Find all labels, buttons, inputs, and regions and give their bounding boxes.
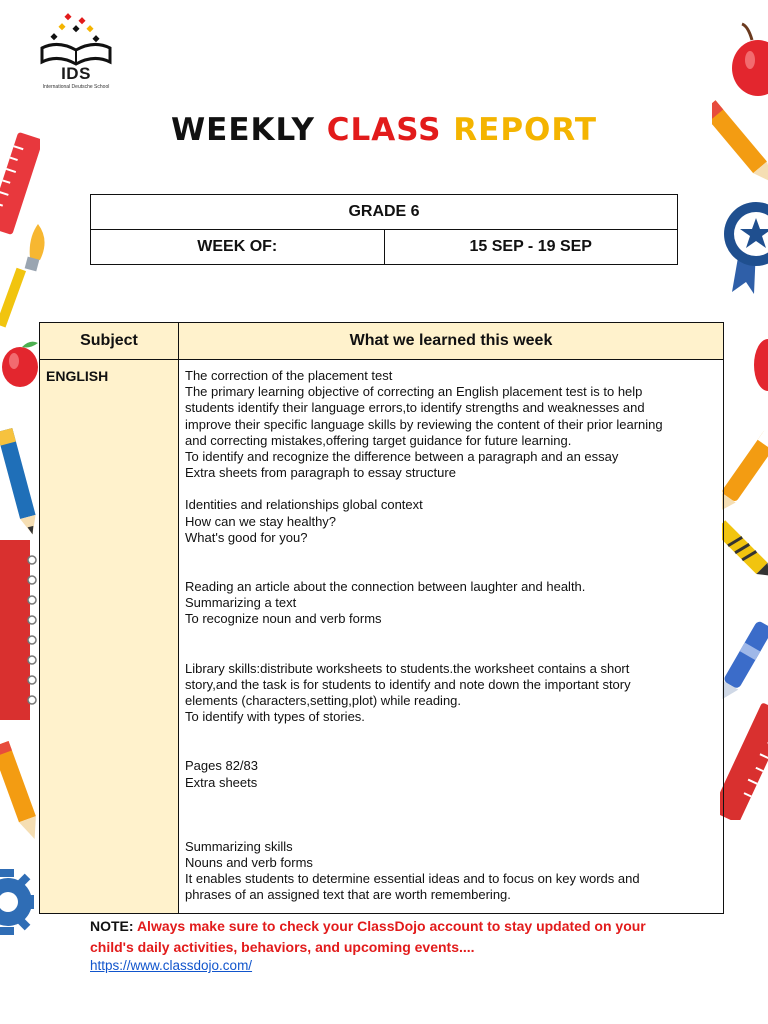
paintbrush-icon: [0, 220, 50, 330]
classdojo-link[interactable]: https://www.classdojo.com/: [90, 958, 253, 973]
content-line: It enables students to determine essential ideas and to focus on key words and: [185, 871, 640, 887]
grade-cell: GRADE 6: [91, 195, 678, 230]
title-report: REPORT: [453, 112, 598, 148]
subject-cell: ENGLISH: [40, 360, 179, 914]
title-weekly: WEEKLY: [170, 112, 315, 148]
content-cell: [179, 360, 724, 914]
content-line: Nouns and verb forms: [185, 855, 313, 871]
apple-icon: [728, 20, 768, 100]
gear-icon: [0, 855, 35, 950]
content-line: How can we stay healthy?: [185, 513, 337, 529]
pencil-icon: [0, 735, 40, 845]
content-line: elements (characters,setting,plot) while reading.: [185, 693, 462, 709]
learning-table: [39, 322, 724, 914]
content-line: Extra sheets from paragraph to essay structure: [185, 465, 456, 481]
pen-icon: [722, 615, 768, 705]
pencil-icon: [722, 515, 768, 585]
content-line: The correction of the placement test: [185, 368, 393, 383]
content-line: improve their specific language skills by reviewing the content of their prior learning: [185, 416, 663, 432]
ruler-icon: [720, 700, 768, 820]
content-line: Pages 82/83: [185, 758, 259, 774]
content-line: Reading an article about the connection between laughter and health.: [185, 579, 586, 595]
content-line: To identify and recognize the difference between a paragraph and an essay: [185, 449, 619, 465]
header-learned: What we learned this week: [179, 323, 724, 360]
table-row: [40, 360, 724, 914]
header-subject: Subject: [40, 323, 179, 360]
grade-table: [90, 194, 678, 265]
content-line: students identify their language errors,to identify strengths and weaknesses and: [185, 400, 645, 416]
content-line: phrases of an assigned text that are worth remembering.: [185, 887, 511, 903]
note-message: Always make sure to check your ClassDojo account to stay updated on your child's daily activities, behaviors, and upcoming events....: [90, 918, 646, 955]
content-line: story,and the task is for students to identify and note down the important story: [185, 676, 631, 692]
content-line: What's good for you?: [185, 529, 308, 545]
content-line: Summarizing skills: [185, 838, 293, 854]
pencil-icon: [0, 420, 38, 540]
week-label-cell: WEEK OF:: [91, 230, 385, 265]
content-line: To recognize noun and verb forms: [185, 611, 382, 627]
title-class: CLASS: [326, 112, 442, 148]
note-block: [90, 916, 680, 958]
content-line: and correcting mistakes,offering target guidance for future learning.: [185, 432, 572, 448]
content-line: The primary learning objective of correcting an English placement test is to help: [185, 384, 643, 400]
logo-subtitle: International Deutsche School: [42, 84, 110, 90]
page-title: [0, 112, 768, 148]
school-logo: [36, 12, 116, 94]
content-line: Extra sheets: [185, 774, 258, 790]
crayon-icon: [748, 335, 768, 395]
award-badge-icon: [722, 196, 768, 296]
content-line: To identify with types of stories.: [185, 709, 365, 725]
week-value-cell: 15 SEP - 19 SEP: [384, 230, 678, 265]
pencil-icon: [722, 420, 768, 520]
logo-text: IDS: [61, 64, 91, 83]
content-line: Summarizing a text: [185, 595, 297, 611]
book-logo-icon: [36, 12, 116, 68]
content-line: Library skills:distribute worksheets to students.the worksheet contains a short: [185, 660, 630, 676]
content-line: Identities and relationships global context: [185, 497, 423, 513]
note-label: NOTE:: [90, 918, 134, 934]
notebook-icon: [0, 540, 42, 720]
